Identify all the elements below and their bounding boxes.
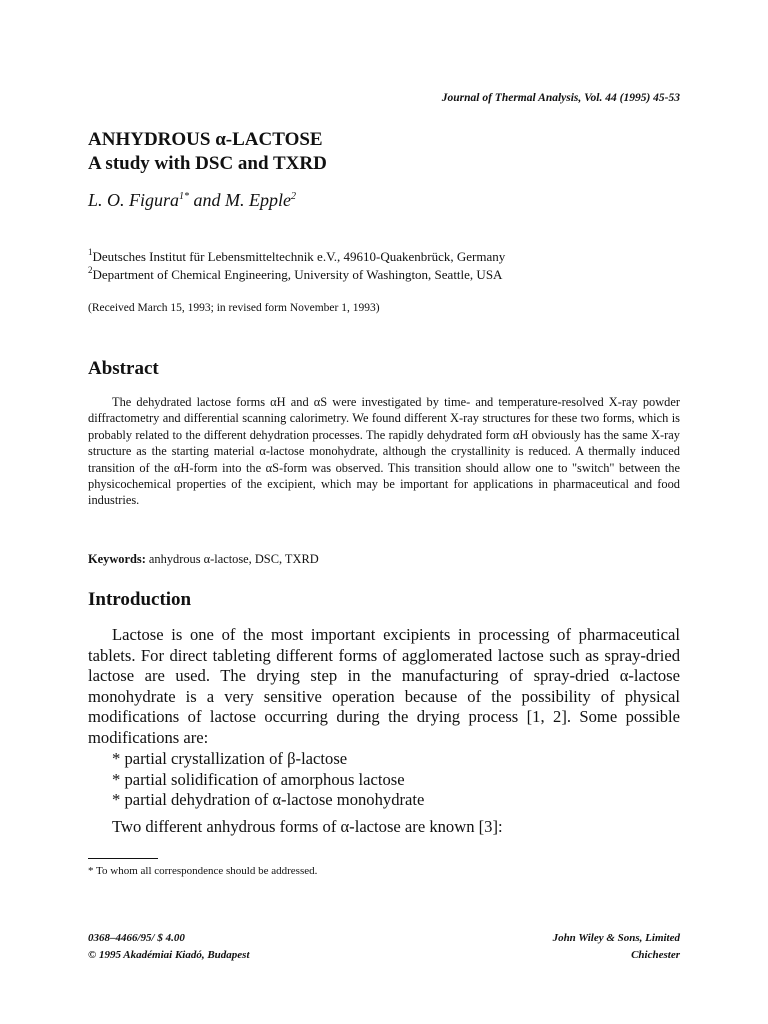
- abstract-heading: Abstract: [88, 358, 159, 379]
- author-2: M. Epple: [225, 190, 291, 210]
- paper-title: [88, 128, 327, 176]
- footer-city: Chichester: [631, 949, 680, 961]
- affiliation-2-text: Department of Chemical Engineering, University of Washington, Seattle, USA: [92, 267, 503, 282]
- footer-publisher: John Wiley & Sons, Limited: [552, 932, 680, 944]
- list-item: * partial dehydration of α-lactose monohydrate: [112, 790, 424, 811]
- introduction-paragraph: Lactose is one of the most important excipients in processing of pharmaceutical tablets. For direct tableting different forms of agglomerated lactose such as spray-dried lactose are used. The drying step in the manufacturing of spray-dried α-lactose monohydrate is a very sensitive operation because of the possibility of physical modifications of lactose occurring during the drying process [1, 2]. Some possible modifications are:: [88, 625, 680, 747]
- journal-citation: Journal of Thermal Analysis, Vol. 44 (1995) 45-53: [441, 92, 680, 104]
- title-line-1: ANHYDROUS α-LACTOSE: [88, 129, 323, 150]
- list-item: * partial solidification of amorphous lactose: [112, 770, 424, 791]
- introduction-heading: Introduction: [88, 589, 192, 610]
- keywords-label: Keywords:: [88, 552, 146, 566]
- footer-left: [88, 930, 250, 964]
- author-connector: and: [189, 190, 226, 210]
- affiliation-2-mark: 2: [88, 265, 93, 275]
- introduction-closing: Two different anhydrous forms of α-lactose are known [3]:: [112, 817, 503, 836]
- author-1: L. O. Figura: [88, 190, 180, 210]
- footer-right: [553, 930, 680, 964]
- affiliation-1-text: Deutsches Institut für Lebensmitteltechnik e.V., 49610-Quakenbrück, Germany: [92, 249, 506, 264]
- received-dates: (Received March 15, 1993; in revised form November 1, 1993): [88, 302, 380, 314]
- footer-copyright: © 1995 Akadémiai Kiadó, Budapest: [88, 949, 250, 961]
- author-1-mark: 1*: [179, 191, 190, 202]
- author-list: [88, 190, 296, 211]
- footnote: * To whom all correspondence should be addressed.: [88, 865, 318, 877]
- affiliation-1: [88, 249, 505, 265]
- author-2-mark: 2: [291, 191, 296, 202]
- modifications-list: [112, 749, 424, 811]
- footnote-divider: [88, 858, 158, 859]
- keywords-text: anhydrous α-lactose, DSC, TXRD: [145, 552, 319, 566]
- affiliation-2: [88, 267, 502, 283]
- footer-issn: 0368–4466/95/ $ 4.00: [88, 932, 185, 944]
- title-line-2: A study with DSC and TXRD: [88, 153, 327, 174]
- list-item: * partial crystallization of β-lactose: [112, 749, 424, 770]
- keywords: [88, 552, 319, 567]
- affiliation-1-mark: 1: [88, 247, 93, 257]
- abstract-text: The dehydrated lactose forms αH and αS were investigated by time- and temperature-resolved X-ray powder diffractometry and differential scanning calorimetry. We found different X-ray structures for these two forms, which is probably related to the different dehydration processes. The rapidly dehydrated form αH obviously has the same X-ray structure as the starting material α-lactose monohydrate, although the crystallinity is reduced. A thermally induced transition of the αH-form into the αS-form was observed. This transition should allow one to "switch" between the physicochemical properties of the excipient, which may be important for applications in pharmaceutical and food industries.: [88, 395, 680, 508]
